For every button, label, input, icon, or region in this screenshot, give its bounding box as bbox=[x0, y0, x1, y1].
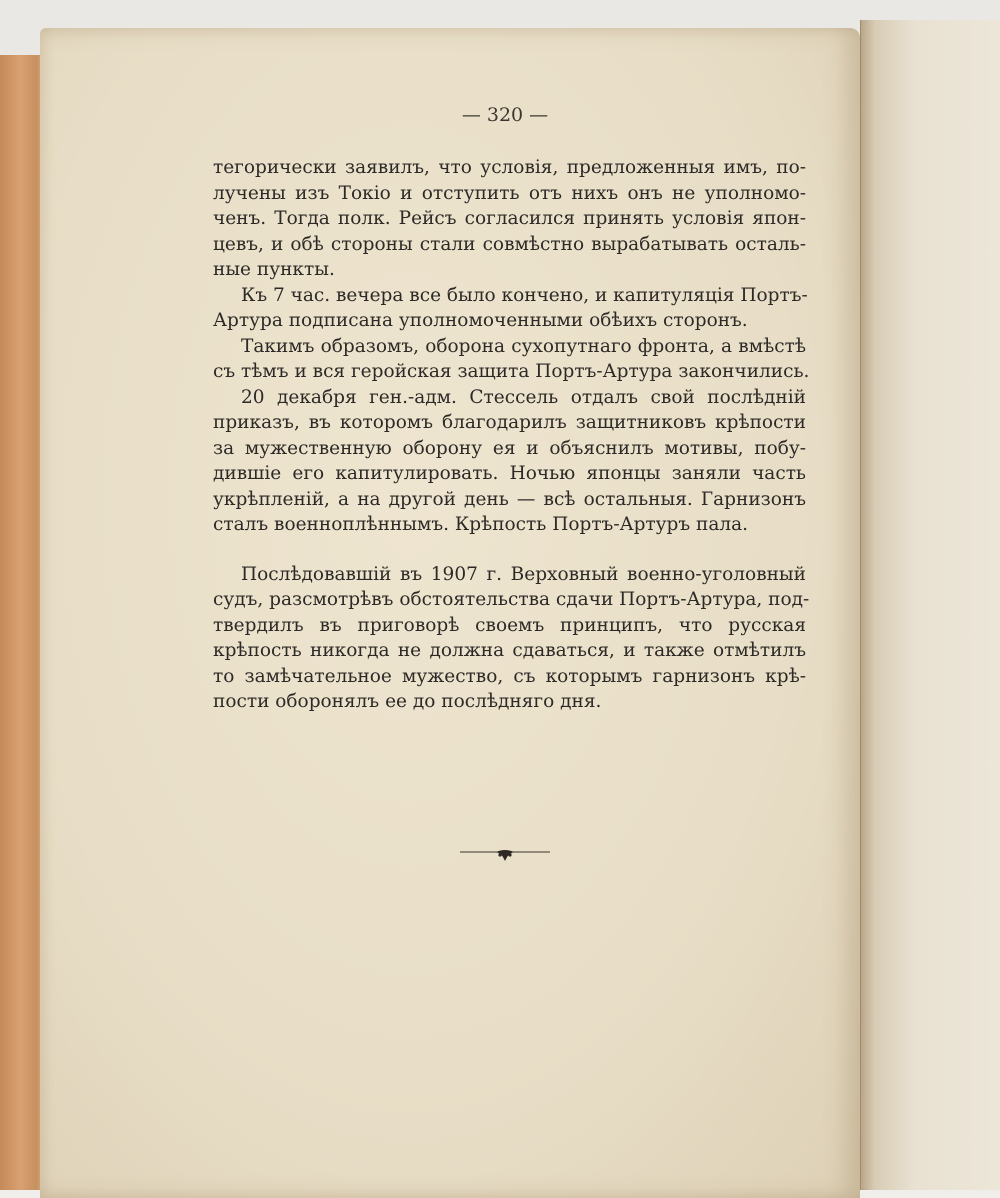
text-line: ные пункты. bbox=[213, 259, 335, 280]
text-line: съ тѣмъ и вся геройская защита Портъ-Артура закончились. bbox=[213, 361, 810, 382]
page-text bbox=[213, 155, 810, 715]
page-number: — 320 — bbox=[461, 104, 549, 126]
text-line: пости оборонялъ ее до послѣдняго дня. bbox=[213, 691, 602, 712]
next-page bbox=[860, 20, 1000, 1190]
text-line: судъ, разсмотрѣвъ обстоятельства сдачи Портъ-Артура, под- bbox=[213, 589, 810, 610]
text-line: лучены изъ Токіо и отступить отъ нихъ онъ не уполномо- bbox=[213, 182, 806, 204]
text-line: крѣпость никогда не должна сдаваться, и также отмѣтилъ bbox=[213, 640, 806, 661]
text-line: приказъ, въ которомъ благодарилъ защитниковъ крѣпости bbox=[213, 412, 806, 433]
text-line: Послѣдовавшій въ 1907 г. Верховный военно-уголовный bbox=[241, 563, 806, 585]
text-line: ченъ. Тогда полк. Рейсъ согласился принять условія япон- bbox=[213, 208, 806, 229]
text-line: Такимъ образомъ, оборона сухопутнаго фронта, а вмѣстѣ bbox=[241, 335, 806, 357]
text-line: твердилъ въ приговорѣ своемъ принципъ, что русская bbox=[213, 614, 806, 636]
text-line: Артура подписана уполномоченными обѣихъ сторонъ. bbox=[213, 310, 748, 331]
text-line: сталъ военноплѣннымъ. Крѣпость Портъ-Артуръ пала. bbox=[213, 514, 749, 535]
text-line: цевъ, и обѣ стороны стали совмѣстно вырабатывать осталь- bbox=[213, 233, 806, 255]
text-line: за мужественную оборону ея и объяснилъ мотивы, побу- bbox=[213, 437, 806, 459]
text-line: то замѣчательное мужество, съ которымъ гарнизонъ крѣ- bbox=[213, 665, 806, 687]
text-line: укрѣпленій, а на другой день — всѣ остальныя. Гарнизонъ bbox=[213, 488, 806, 510]
text-line: Къ 7 час. вечера все было кончено, и капитуляція Портъ- bbox=[241, 284, 808, 306]
text-line: дившіе его капитулировать. Ночью японцы заняли часть bbox=[213, 463, 806, 484]
ornament-divider-icon bbox=[460, 846, 550, 862]
text-line: тегорически заявилъ, что условія, предложенныя имъ, по- bbox=[213, 157, 806, 178]
text-line: 20 декабря ген.-адм. Стессель отдалъ свой послѣдній bbox=[241, 386, 806, 408]
